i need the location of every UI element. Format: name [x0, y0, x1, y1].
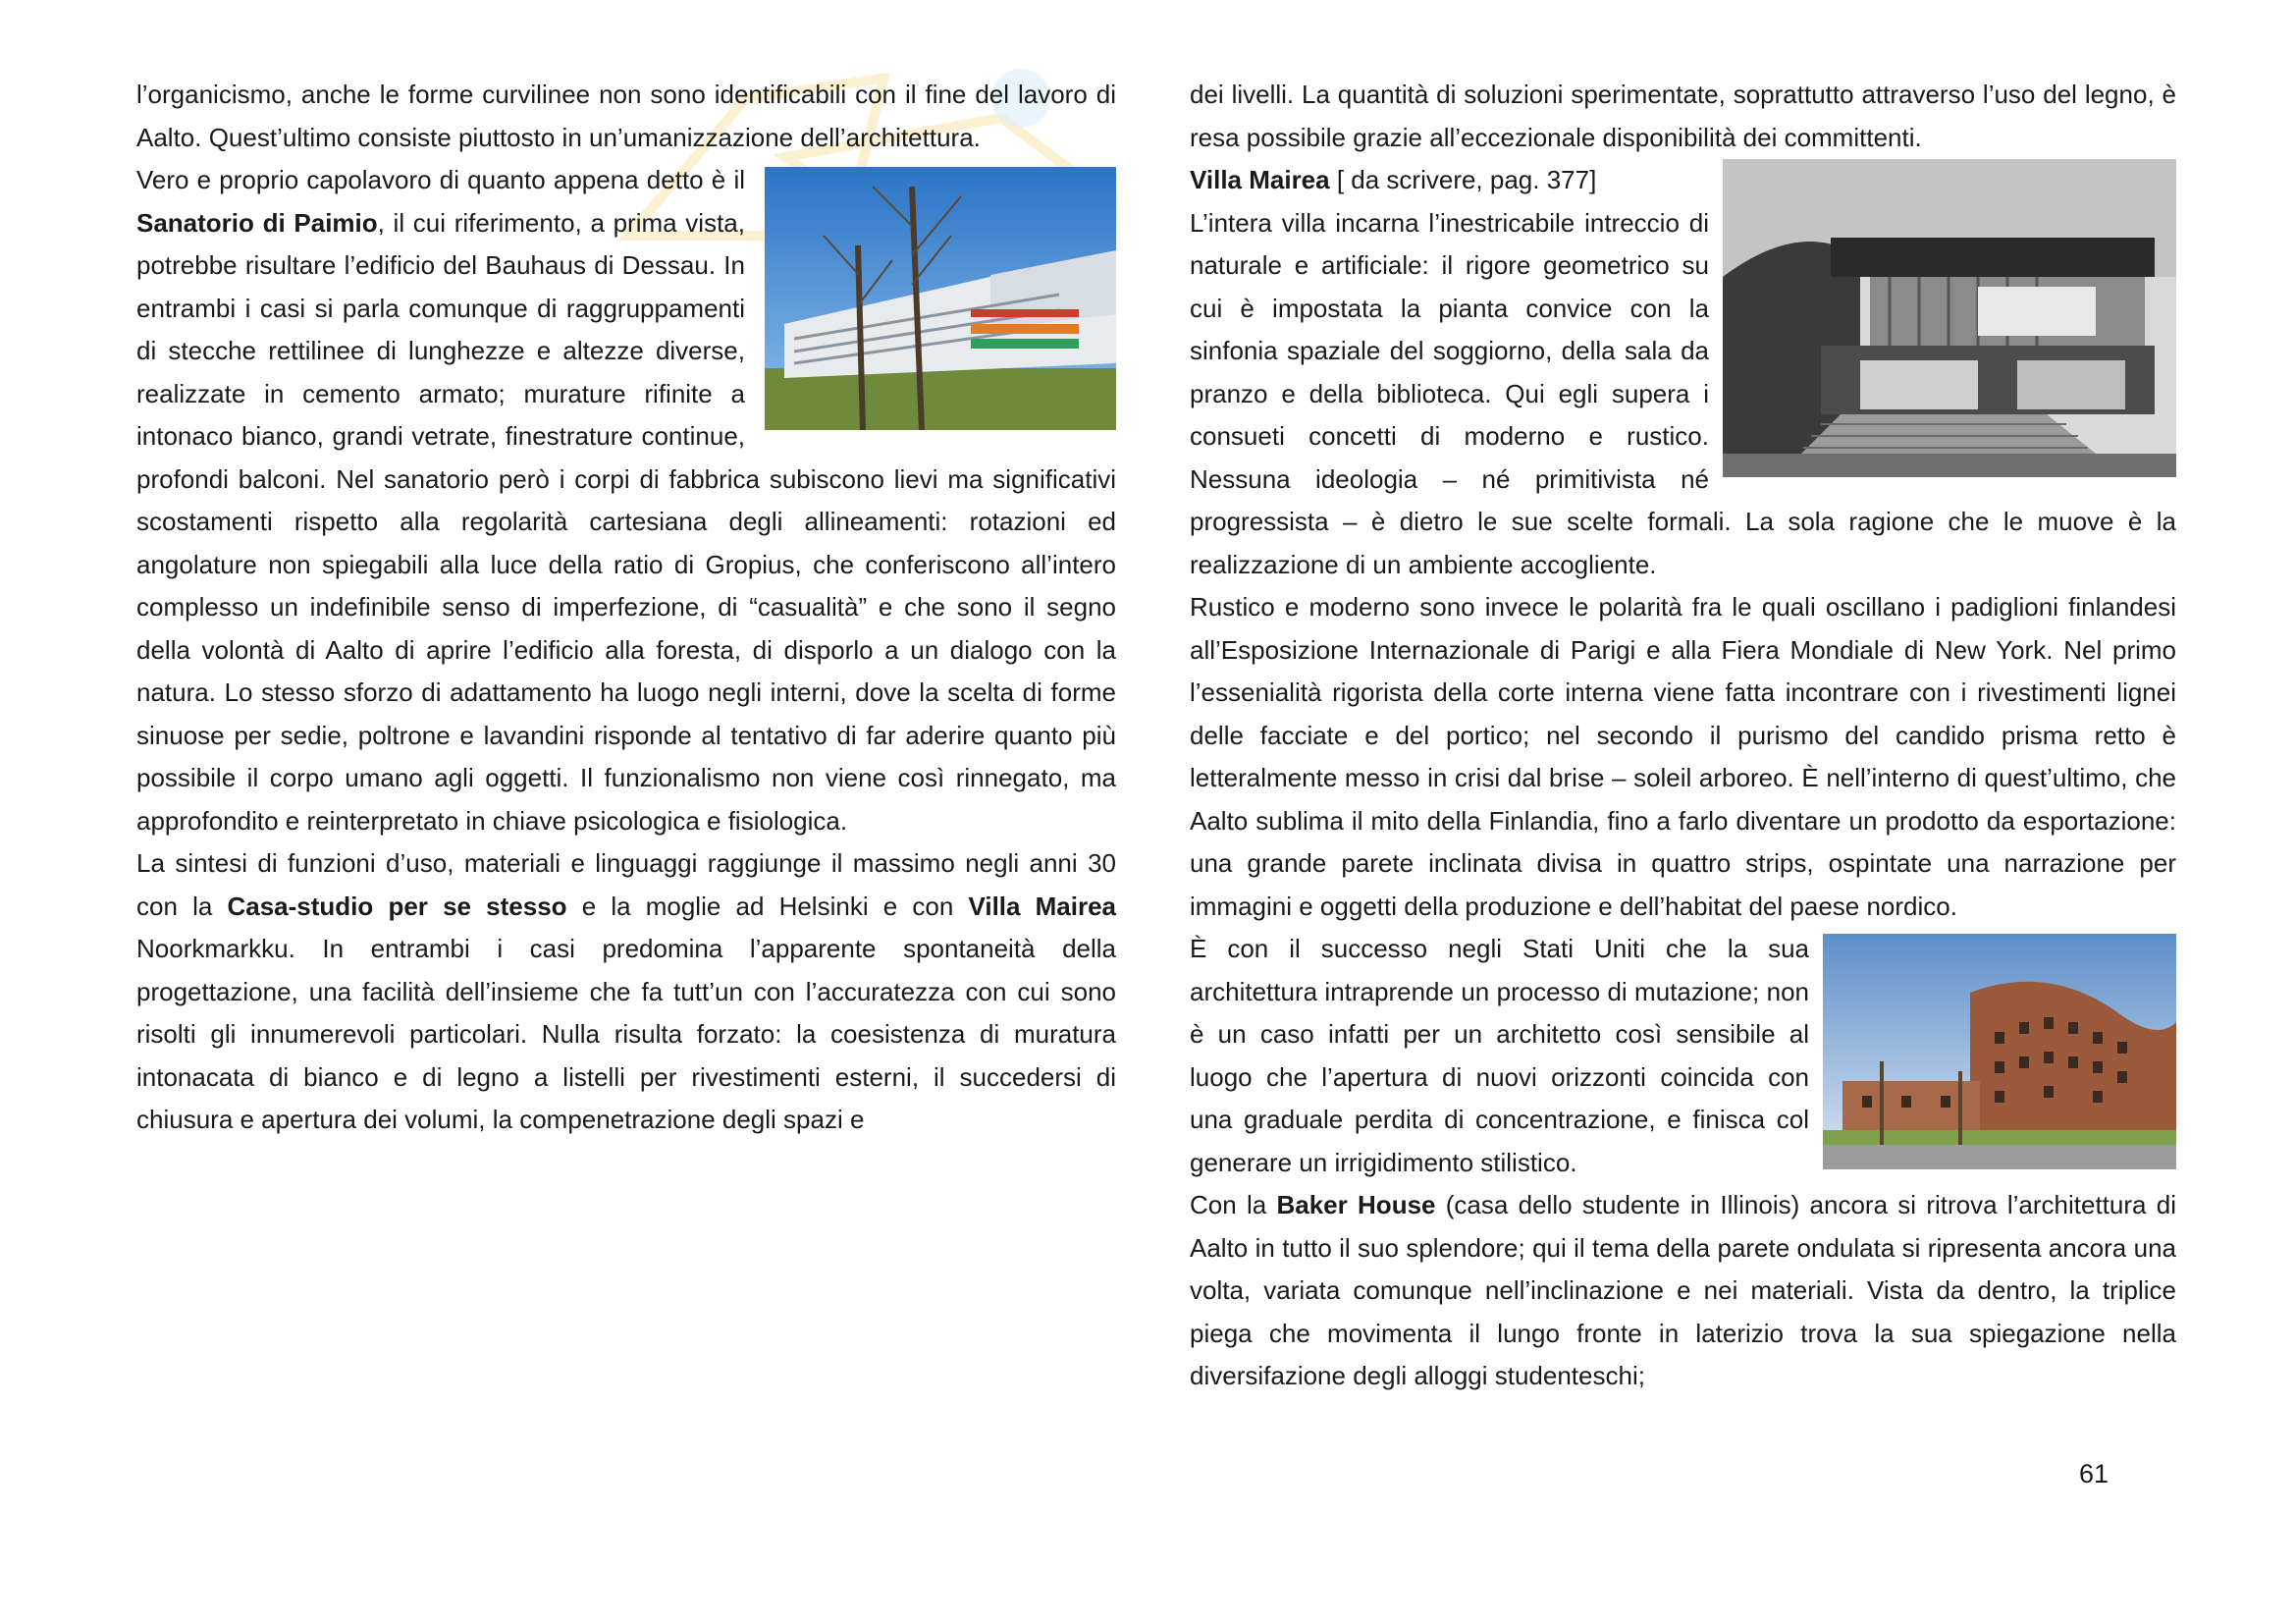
left-column [136, 74, 1116, 1142]
right-paragraph-3: Rustico e moderno sono invece le polarità fra le quali oscillano i padiglioni finlandesi all’Esposizione Internazionale di Parigi e alla Fiera Mondiale di New York. Nel primo l’essenialità rigorista della corte interna viene fatta incontrare con i rivestimenti lignei delle facciate e del portico; nel secondo il purismo del candido prisma retto è letteralmente messo in crisi dal brise – soleil arboreo. È nell’interno di quest’ultimo, che Aalto sublima il mito della Finlandia, fino a farlo diventare un prodotto da esportazione: una grande parete inclinata divisa in quattro strips, ospintate una narrazione per immagini e oggetti della produzione e dell’habitat del paese nordico. [1190, 592, 2176, 921]
left-paragraph-1: l’organicismo, anche le forme curvilinee non sono identificabili con il fine del lavoro di Aalto. Quest’ultimo consiste piuttosto in un’umanizzazione dell’architettura. [136, 80, 1116, 152]
left-paragraph-3-mid: e la moglie ad Helsinki e con [566, 891, 969, 921]
right-paragraph-4-text: È con il successo negli Stati Uniti che la sua architettura intraprende un processo di mutazione; non è un caso infatti per un architetto così sensibile al luogo che l’apertura di nuovi orizzonti coincida con una graduale perdita di concentrazione, e finisca col generare un irrigidimento stilistico. [1190, 934, 1809, 1177]
right-paragraph-4 [1190, 928, 2176, 1184]
villa-mairea-heading-note: [ da scrivere, pag. 377] [1329, 165, 1597, 194]
villa-mairea-heading-bold: Villa Mairea [1190, 165, 1330, 194]
left-paragraph-3-intro: La sintesi di funzioni d’uso, materiali e linguaggi raggiunge il massimo negli anni 30 con la [136, 848, 1116, 921]
left-paragraph-2-intro: Vero e proprio capolavoro di quanto appena detto è il [136, 165, 745, 194]
villa-mairea-inline-title: Villa Mairea [968, 891, 1117, 921]
right-paragraph-5-body: (casa dello studente in Illinois) ancora si ritrova l’architettura di Aalto in tutto il suo splendore; qui il tema della parete ondulata si ripresenta ancora una volta, variata comunque nell’inclinazione e nei materiali. Vista da dentro, la triplice piega che movimenta il lungo fronte in laterizio trova la sua spiegazione nella diversifazione degli alloggi studenteschi; [1190, 1190, 2176, 1390]
right-column [1190, 74, 2176, 1398]
right-paragraph-1: dei livelli. La quantità di soluzioni sperimentate, soprattutto attraverso l’uso del legno, è resa possibile grazie all’eccezionale disponibilità dei committenti. [1190, 80, 2176, 152]
right-paragraph-2: L’intera villa incarna l’inestricabile intreccio di naturale e artificiale: il rigore geometrico su cui è impostata la pianta convice con la sinfonia spaziale del soggiorno, della sala da pranzo e della biblioteca. Qui egli supera i consueti concetti di moderno e rustico. Nessuna ideologia – né primitivista né progressista – è dietro le sue scelte formali. La sola ragione che le muove è la realizzazione di un ambiente accogliente. [1190, 207, 2176, 579]
right-paragraph-5 [1190, 1184, 2176, 1398]
paimio-title: Sanatorio di Paimio [136, 207, 378, 238]
paimio-photo [765, 167, 1116, 430]
page-number: 61 [2079, 1459, 2109, 1488]
left-paragraph-3 [136, 842, 1116, 1142]
right-paragraph-5-intro: Con la [1190, 1190, 1277, 1219]
left-paragraph-2-body: , il cui riferimento, a prima vista, potrebbe risultare l’edificio del Bauhaus di Dessau. In entrambi i casi si parla comunque di raggruppamenti di stecche rettilinee di lunghezze e altezze diverse, realizzate in cemento armato; murature rifinite a intonaco bianco, grandi vetrate, finestrature continue, profondi balconi. Nel sanatorio però i corpi di fabbrica subiscono lievi ma significativi scostamenti rispetto alla regolarità cartesiana degli allineamenti: rotazioni ed angolature non spiegabili alla luce della ratio di Gropius, che conferiscono all’intero complesso un indefinibile senso di imperfezione, di “casualità” e che sono il segno della volontà di Aalto di aprire l’edificio alla foresta, di disporlo a un dialogo con la natura. Lo stesso sforzo di adattamento ha luogo negli interni, dove la scelta di forme sinuose per sedie, poltrone e lavandini risponde al tentativo di far aderire quanto più possibile il corpo umano agli oggetti. Il funzionalismo non viene così rinnegato, ma approfondito e reinterpretato in chiave psicologica e fisiologica. [136, 207, 1116, 836]
baker-house-title: Baker House [1276, 1190, 1436, 1219]
baker-house-photo [1823, 934, 2176, 1169]
left-paragraph-3-body: Noorkmarkku. In entrambi i casi predomina l’apparente spontaneità della progettazione, una facilità dell’insieme che fa tutt’un con l’accuratezza con cui sono risolti gli innumerevoli particolari. Nulla risulta forzato: la coesistenza di muratura intonacata di bianco e di legno a listelli per rivestimenti esterni, il succedersi di chiusura e apertura dei volumi, la compenetrazione degli spazi e [136, 934, 1116, 1134]
casa-studio-title: Casa-studio per se stesso [227, 891, 567, 921]
villa-mairea-photo [1723, 159, 2176, 477]
